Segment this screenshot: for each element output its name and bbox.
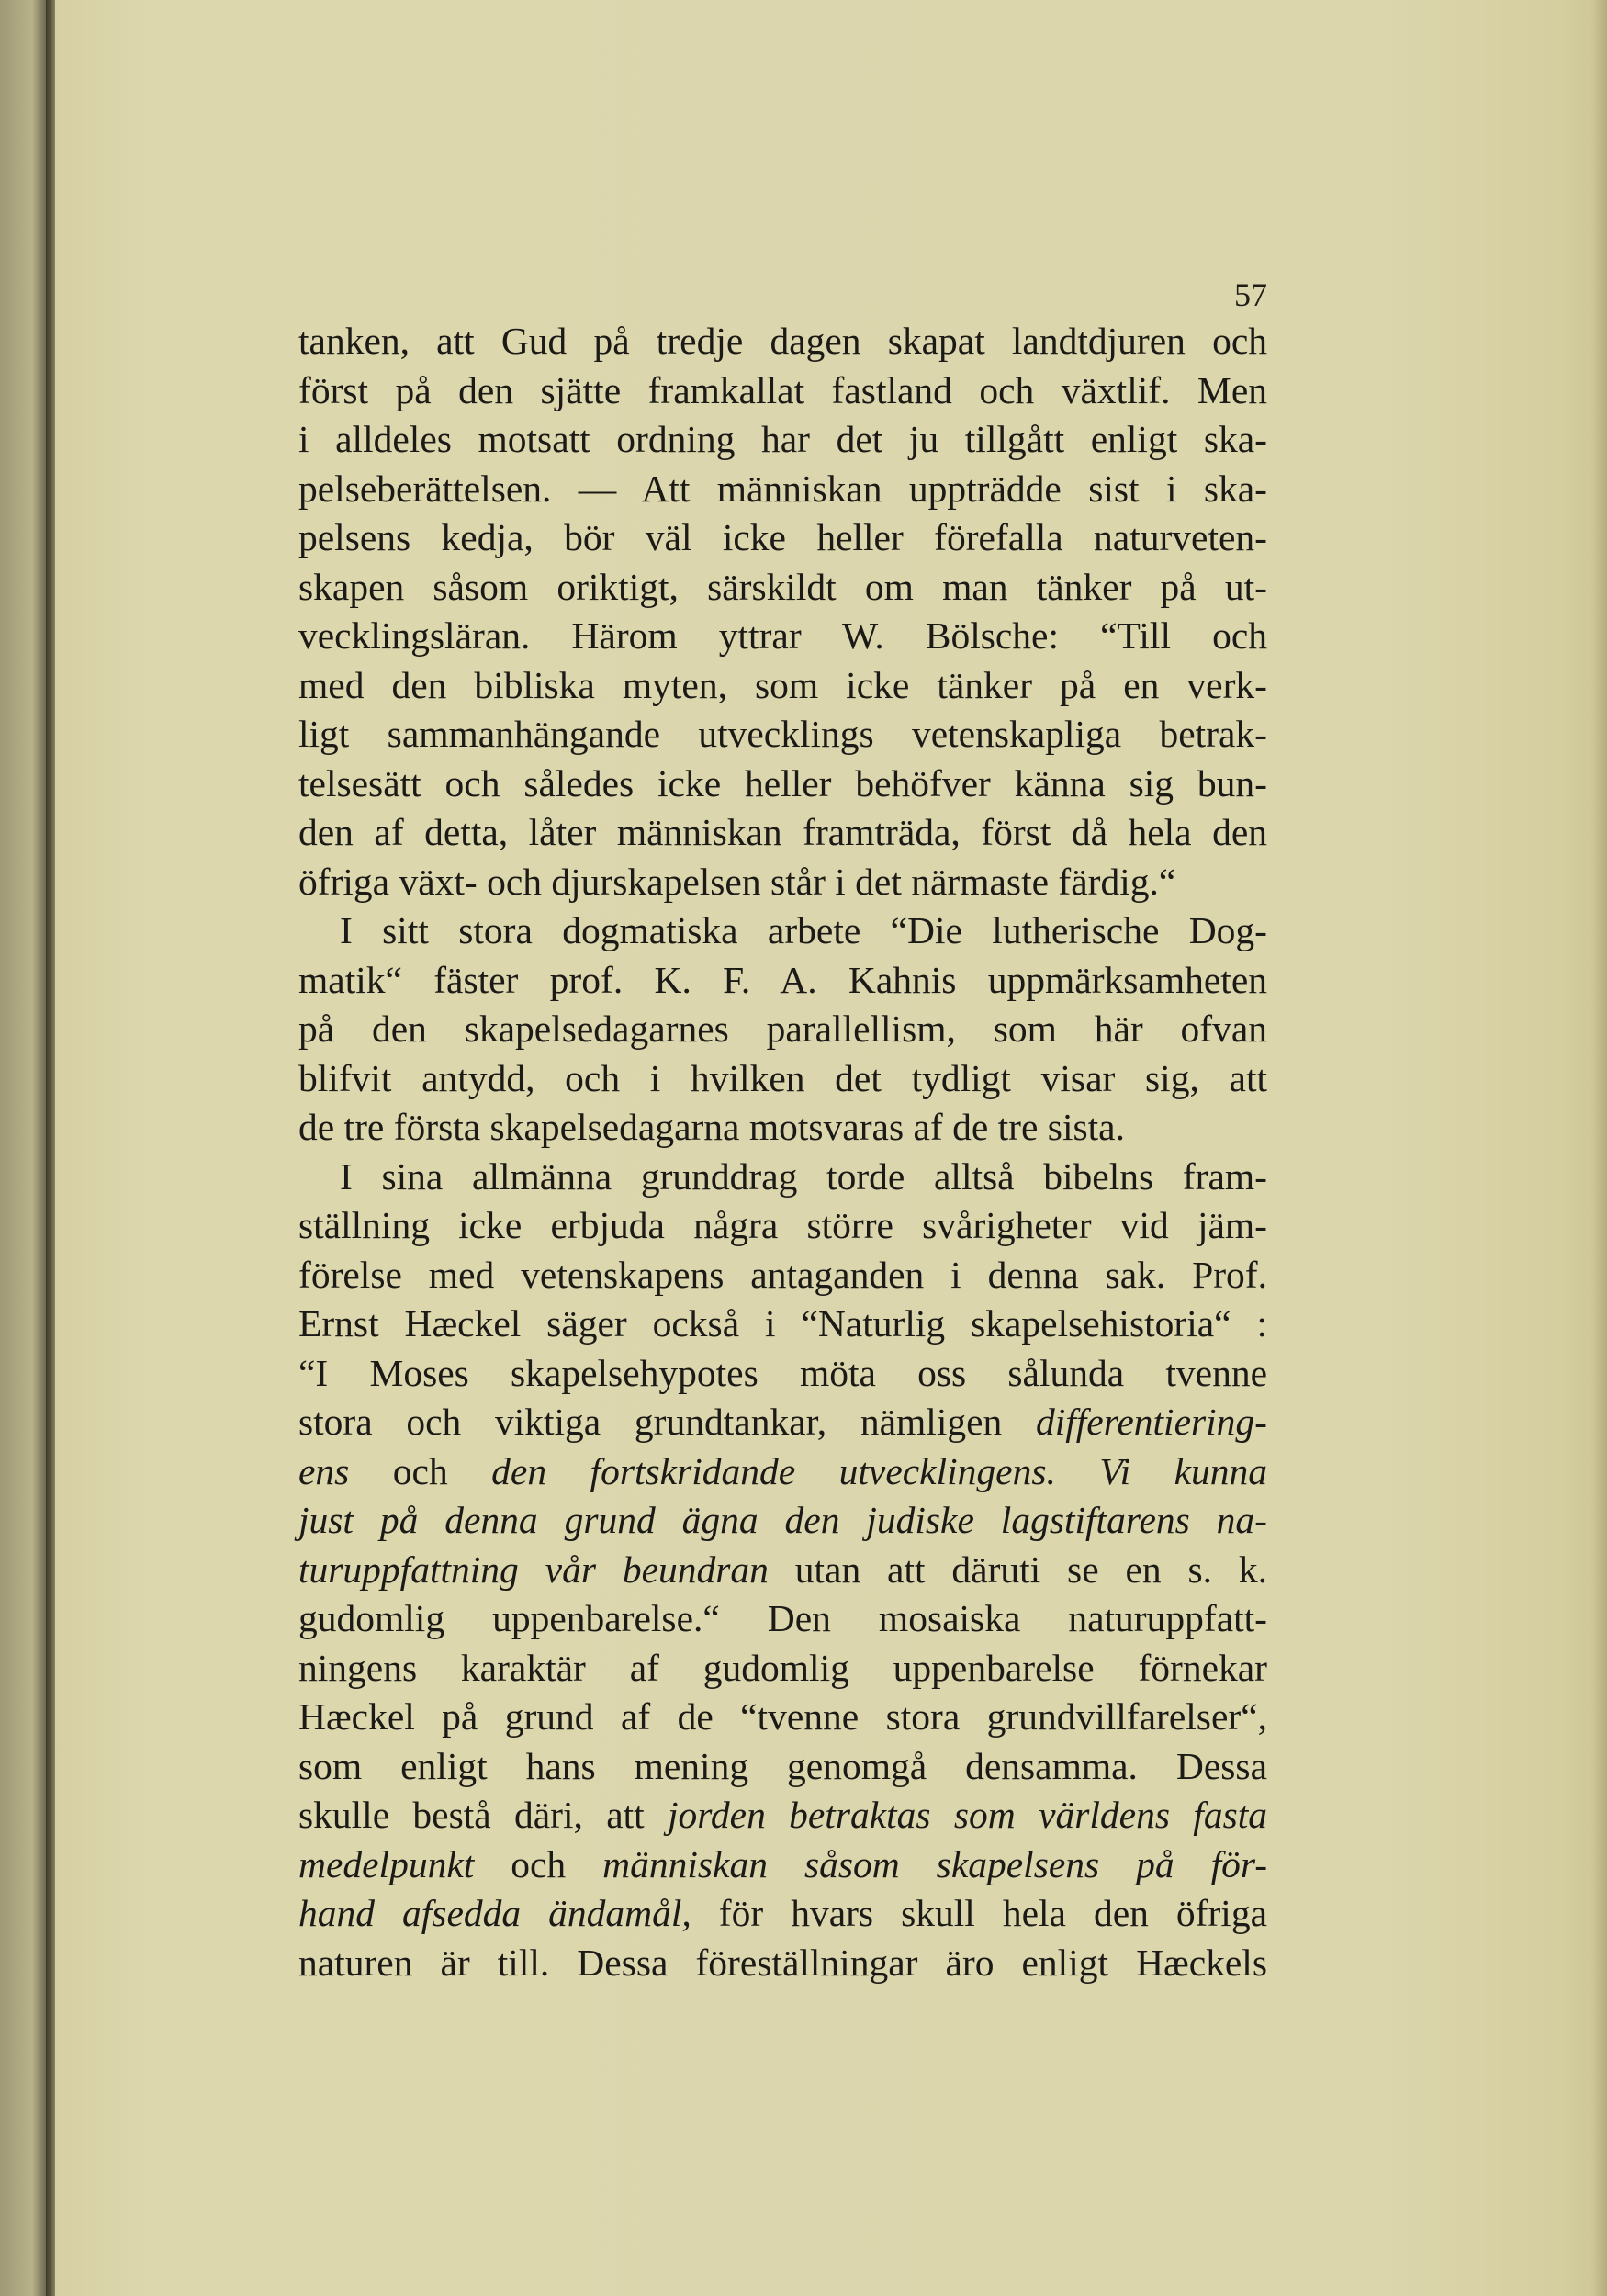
text-line: [298, 1153, 1267, 1202]
text-line: [298, 808, 1267, 858]
text-segment: skapen såsom oriktigt, särskildt om man tänker på ut-: [298, 565, 1267, 608]
text-segment: matik“ fäster prof. K. F. A. Kahnis uppmärksamheten: [298, 958, 1267, 1001]
text-segment: Hæckel på grund af de “tvenne stora grundvillfarelser“,: [298, 1695, 1267, 1738]
text-line: [298, 1693, 1267, 1742]
text-segment: och: [349, 1449, 492, 1492]
text-segment: vecklingsläran. Härom yttrar W. Bölsche: “Till och: [298, 614, 1267, 657]
text-segment: Ernst Hæckel säger också i “Naturlig skapelsehistoria“ :: [298, 1302, 1267, 1345]
text-segment: medelpunkt: [298, 1842, 475, 1885]
text-line: [298, 1939, 1267, 1988]
text-segment: stora och viktiga grundtankar, nämligen: [298, 1401, 1003, 1443]
text-line: [298, 1349, 1267, 1399]
text-segment: utan att däruti se en s. k.: [768, 1548, 1267, 1591]
text-line: [298, 956, 1267, 1006]
text-line: [298, 1201, 1267, 1251]
text-line: [298, 1791, 1267, 1840]
text-segment: människan såsom skapelsens på för-: [602, 1842, 1268, 1885]
text-segment: gudomlig uppenbarelse.“ Den mosaiska naturuppfatt-: [298, 1597, 1267, 1639]
text-segment: för hvars skull hela den öfriga: [691, 1892, 1267, 1934]
text-line: [298, 1742, 1267, 1792]
text-line: [298, 1644, 1267, 1694]
text-segment: telsesätt och således icke heller behöfver känna sig bun-: [298, 761, 1267, 805]
text-line: [298, 1398, 1267, 1447]
text-segment: I sina allmänna grunddrag torde alltså bibelns fram-: [340, 1154, 1267, 1198]
text-segment: och: [474, 1842, 603, 1885]
text-segment: differentiering-: [1035, 1401, 1267, 1443]
text-segment: i alldeles motsatt ordning har det ju tillgått enligt ska-: [298, 418, 1267, 460]
text-segment: tanken, att Gud på tredje dagen skapat landtdjuren och: [298, 320, 1267, 362]
page-number: 57: [1234, 276, 1267, 313]
text-segment: öfriga växt- och djurskapelsen står i det närmaste färdig.“: [298, 860, 1176, 903]
text-segment: skulle bestå däri, att: [298, 1794, 645, 1836]
text-segment: pelseberättelsen. — Att människan uppträdde sist i ska-: [298, 467, 1267, 510]
text-line: [298, 612, 1267, 661]
text-segment: just på denna grund ägna den judiske lagstiftarens na-: [298, 1499, 1267, 1541]
text-segment: ens: [298, 1449, 350, 1492]
text-segment: hand afsedda ändamål,: [298, 1892, 691, 1934]
binding-shadow: [0, 0, 46, 2296]
text-segment: med den bibliska myten, som icke tänker på en verk-: [298, 663, 1267, 706]
text-segment: de tre första skapelsedagarna motsvaras af de tre sista.: [298, 1106, 1125, 1148]
text-line: [298, 1496, 1267, 1546]
text-segment: I sitt stora dogmatiska arbete “Die lutherische Dog-: [340, 909, 1267, 951]
text-line: [298, 513, 1267, 563]
text-segment: som enligt hans mening genomgå densamma. Dessa: [298, 1744, 1267, 1787]
text-segment: den af detta, låter människan framträda, först då hela den: [298, 811, 1267, 853]
text-line: [298, 1005, 1267, 1054]
text-line: [298, 1054, 1267, 1104]
text-line: [298, 1594, 1267, 1644]
body-text: [298, 317, 1267, 1987]
text-segment: den fortskridande utvecklingens. Vi kunna: [491, 1449, 1267, 1492]
text-segment: på den skapelsedagarnes parallellism, som här ofvan: [298, 1007, 1267, 1050]
text-line: [298, 1889, 1267, 1939]
text-line: [298, 1447, 1267, 1497]
text-segment: blifvit antydd, och i hvilken det tydligt visar sig, att: [298, 1056, 1267, 1099]
text-line: [298, 563, 1267, 613]
text-segment: ställning icke erbjuda några större svårigheter vid jäm-: [298, 1204, 1267, 1246]
text-segment: ningens karaktär af gudomlig uppenbarelse förnekar: [298, 1646, 1267, 1689]
text-segment: jorden betraktas som världens fasta: [668, 1794, 1268, 1836]
text-line: [298, 661, 1267, 711]
text-line: [298, 317, 1267, 366]
book-spine: [46, 0, 55, 2296]
text-line: [298, 465, 1267, 514]
text-line: [298, 415, 1267, 465]
text-line: [298, 710, 1267, 760]
text-segment: ligt sammanhängande utvecklings vetenskapliga betrak-: [298, 713, 1267, 755]
page-edge: [1594, 0, 1607, 2296]
text-line: [298, 1546, 1267, 1595]
text-segment: “I Moses skapelsehypotes möta oss sålunda tvenne: [298, 1351, 1267, 1394]
text-line: [298, 1840, 1267, 1890]
text-segment: först på den sjätte framkallat fastland och växtlif. Men: [298, 368, 1267, 411]
text-line: [298, 760, 1267, 809]
text-line: [298, 1300, 1267, 1349]
text-line: [298, 1103, 1267, 1153]
text-segment: förelse med vetenskapens antaganden i denna sak. Prof.: [298, 1253, 1267, 1296]
text-segment: turuppfattning vår beundran: [298, 1548, 769, 1591]
text-segment: pelsens kedja, bör väl icke heller förefalla naturveten-: [298, 516, 1267, 558]
text-line: [298, 858, 1267, 907]
text-line: [298, 1251, 1267, 1300]
text-line: [298, 366, 1267, 416]
text-line: [298, 906, 1267, 956]
text-segment: naturen är till. Dessa föreställningar äro enligt Hæckels: [298, 1941, 1267, 1984]
